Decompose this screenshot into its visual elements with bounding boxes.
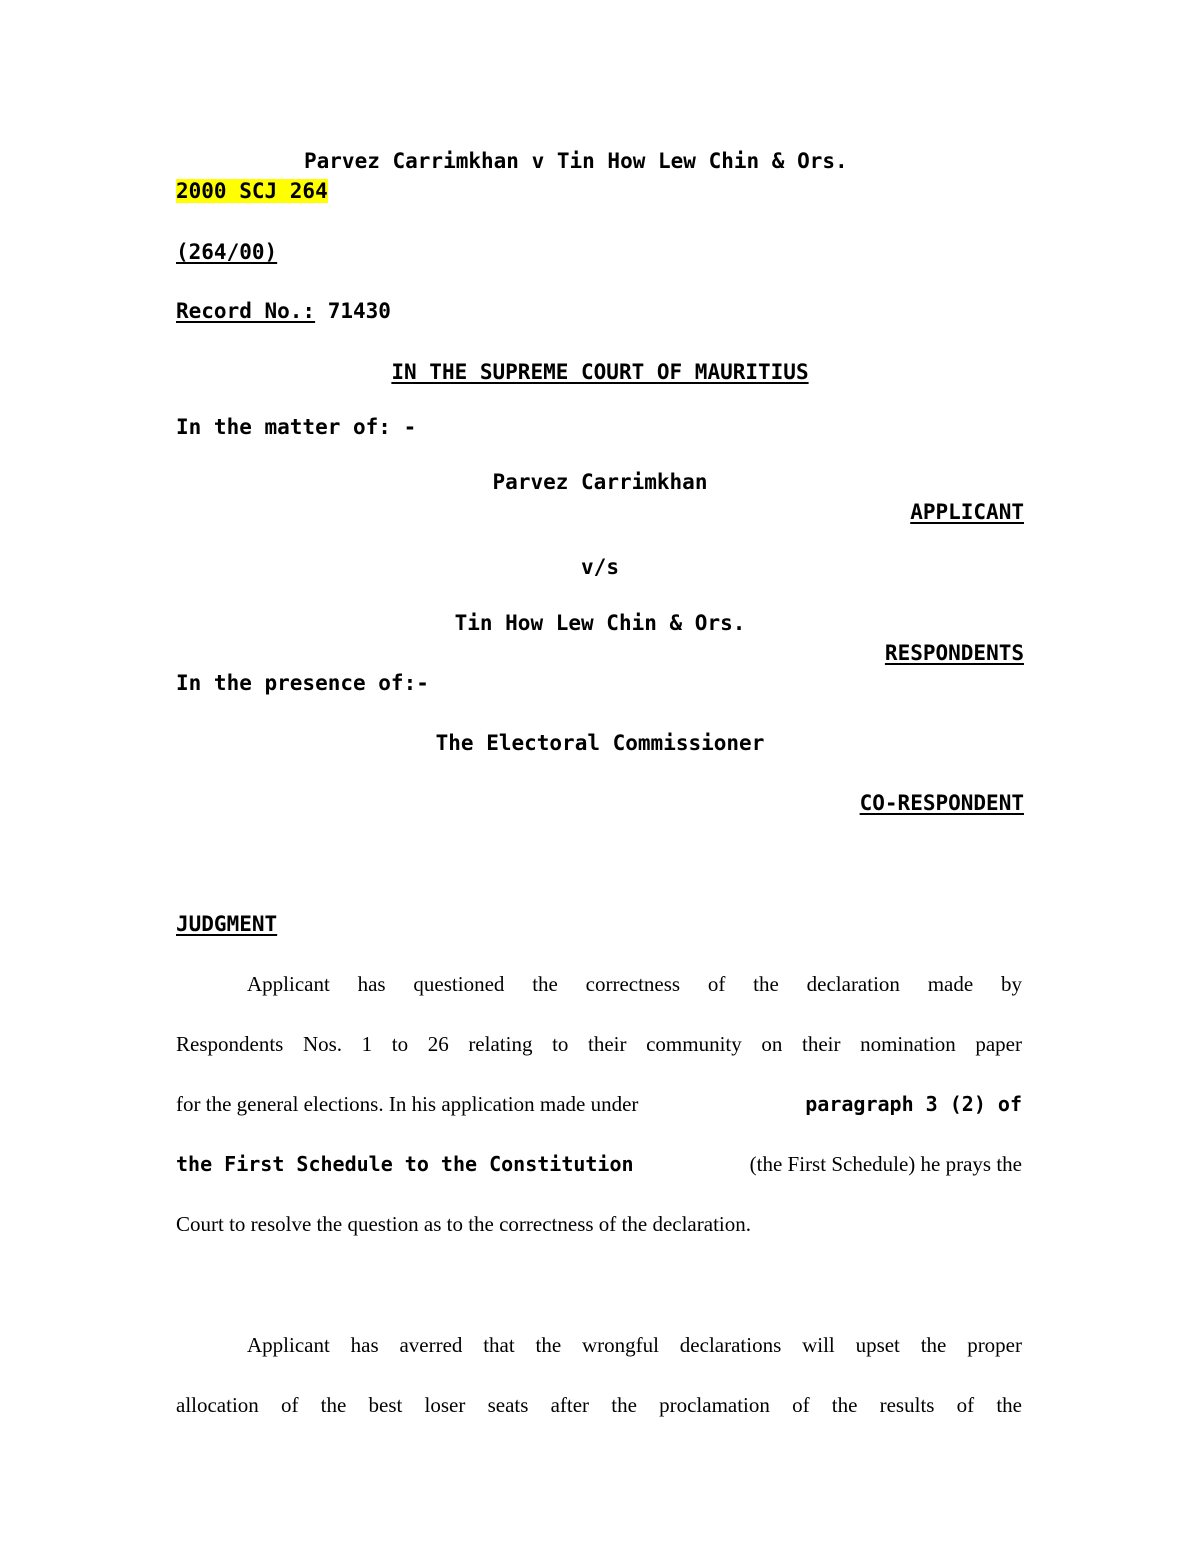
corespondent-name: The Electoral Commissioner — [435, 731, 765, 755]
presence-label: In the presence of:- — [176, 671, 429, 695]
paragraph-1-line-2: Respondents Nos. 1 to 26 relating to their community on their nomination paper — [176, 1032, 1022, 1056]
paragraph-1-line-1: Applicant has questioned the correctness of the declaration made by — [247, 972, 1022, 996]
versus: v/s — [581, 555, 619, 579]
paragraph-1-line-3-text: for the general elections. In his application made under — [176, 1092, 639, 1116]
matter-label: In the matter of: - — [176, 415, 417, 439]
respondent-name: Tin How Lew Chin & Ors. — [454, 611, 746, 635]
record-number — [176, 298, 391, 324]
paragraph-1-line-3 — [176, 1091, 1022, 1117]
paragraph-2-line-1: Applicant has averred that the wrongful declarations will upset the proper — [247, 1333, 1022, 1357]
citation — [176, 178, 328, 204]
paragraph-2-line-2: allocation of the best loser seats after the proclamation of the results of the — [176, 1393, 1022, 1417]
paragraph-1-line-5: Court to resolve the question as to the correctness of the declaration. — [176, 1212, 751, 1236]
applicant-name: Parvez Carrimkhan — [492, 470, 708, 494]
record-label: Record No.: — [176, 299, 316, 323]
corespondent-role: CO-RESPONDENT — [859, 791, 1024, 815]
judgment-heading: JUDGMENT — [176, 912, 278, 936]
paragraph-1-line-3-bold: paragraph 3 (2) of — [805, 1092, 1022, 1116]
record-value: 71430 — [327, 299, 391, 323]
respondent-role: RESPONDENTS — [884, 641, 1024, 665]
paragraph-1-line-4-text: (the First Schedule) he prays the — [749, 1152, 1022, 1176]
case-title: Parvez Carrimkhan v Tin How Lew Chin & Ors. — [304, 149, 848, 173]
case-number: (264/00) — [176, 240, 278, 264]
court-heading — [0, 359, 1200, 385]
paragraph-1-line-4-bold: the First Schedule to the Constitution — [176, 1152, 634, 1176]
court-name: IN THE SUPREME COURT OF MAURITIUS — [391, 360, 809, 384]
paragraph-1-line-4 — [176, 1151, 1022, 1177]
citation-highlight: 2000 SCJ 264 — [176, 179, 328, 203]
applicant-role: APPLICANT — [910, 500, 1024, 524]
